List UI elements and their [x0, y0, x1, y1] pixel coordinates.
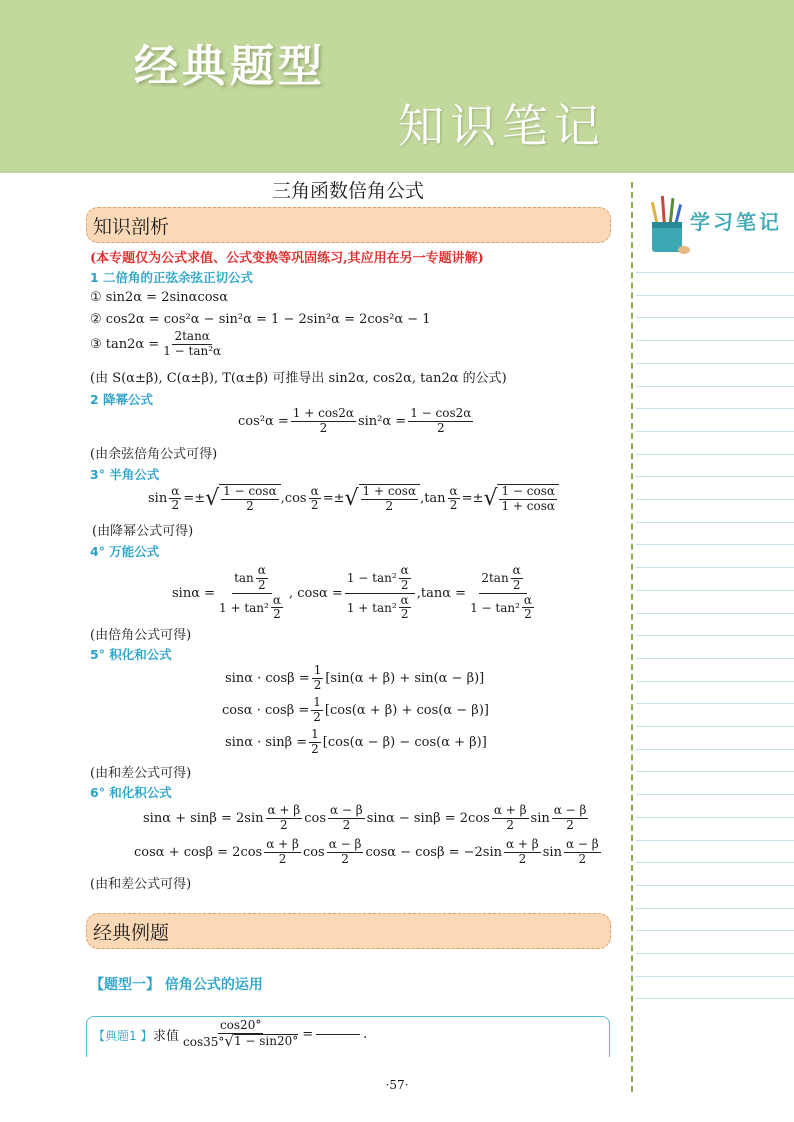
heading-sum-to-product: 6° 和化积公式	[90, 785, 172, 800]
note-line	[636, 771, 794, 772]
term: cos	[302, 844, 325, 860]
section-band-knowledge	[86, 207, 611, 243]
type-title: 【题型一】 倍角公式的运用	[90, 977, 263, 993]
denominator: 2	[342, 817, 351, 832]
fraction	[399, 564, 411, 593]
period: .	[363, 1026, 368, 1042]
sin-label: sin	[148, 491, 168, 507]
denominator: 2	[273, 607, 281, 622]
page-title: 三角函数倍角公式	[271, 180, 424, 202]
note-line	[636, 476, 794, 477]
fraction	[345, 564, 415, 622]
sqrt	[483, 484, 559, 514]
denominator: 2	[313, 709, 321, 724]
note-line	[636, 408, 794, 409]
note-line	[636, 272, 794, 273]
numerator	[345, 564, 415, 594]
pm-sign: =±	[322, 491, 345, 507]
heading-half-angle: 3° 半角公式	[90, 467, 160, 482]
denominator	[217, 594, 287, 623]
cos2-label: cos²α =	[238, 413, 289, 429]
numerator: α + β	[506, 837, 539, 851]
header-banner	[0, 0, 794, 173]
heading-universal: 4° 万能公式	[90, 544, 160, 559]
fraction	[264, 838, 301, 867]
sum-note: (由和差公式可得)	[90, 877, 192, 892]
one-plus-tan2: 1 + tan²	[219, 600, 269, 615]
half-angle-note: (由降幂公式可得)	[92, 524, 194, 539]
formula-sum-2	[134, 838, 603, 867]
fraction	[361, 485, 419, 514]
denominator: 2	[311, 741, 319, 756]
radical-sign-icon: √	[483, 485, 498, 511]
note-line	[636, 930, 794, 931]
banner-title-classic: 经典题型	[134, 41, 326, 92]
fraction	[266, 804, 303, 833]
one-plus-tan2: 1 + tan²	[346, 600, 397, 615]
sin-label: sinα =	[172, 585, 216, 601]
denominator: 2	[400, 577, 409, 592]
fraction	[309, 485, 321, 514]
numerator: α	[310, 483, 319, 498]
term: cosα − cosβ = −2sin	[365, 844, 503, 860]
note-line	[636, 499, 794, 500]
rhs: [sin(α + β) + sin(α − β)]	[325, 670, 485, 686]
numerator: cos20°	[219, 1018, 262, 1032]
sin2-label: sin²α =	[357, 413, 407, 429]
example-tag: 【典题1 】	[93, 1029, 153, 1043]
denominator	[345, 594, 415, 623]
fraction	[256, 564, 268, 593]
note-line	[636, 635, 794, 636]
universal-note: (由倍角公式可得)	[90, 628, 192, 643]
section-title-examples: 经典例题	[93, 922, 170, 944]
cos-label: , cosα =	[288, 585, 343, 601]
one-minus-tan2: 1 − tan²	[470, 600, 520, 615]
numerator: α	[171, 483, 180, 498]
denominator: 2	[449, 498, 458, 513]
pm-sign: =±	[461, 491, 484, 507]
denominator: 1 − tan²α	[163, 343, 222, 358]
formula-cos2a: ② cos2α = cos²α − sin²α = 1 − 2sin²α = 2cos²α − 1	[90, 312, 431, 327]
example-box	[86, 1016, 610, 1057]
numerator: α	[512, 563, 521, 577]
numerator: 1 + cosα	[362, 484, 417, 498]
numerator: 1	[313, 663, 322, 677]
heading-power-reduction: 2 降幂公式	[90, 392, 154, 407]
denominator: 2	[280, 817, 288, 832]
denominator: 2	[578, 851, 587, 866]
sqrt	[205, 484, 281, 514]
fraction	[327, 838, 364, 867]
pm-sign: =±	[183, 491, 206, 507]
fraction	[271, 594, 283, 623]
note-line	[636, 454, 794, 455]
denominator: 2	[506, 817, 514, 832]
note-line	[636, 522, 794, 523]
note-line	[636, 363, 794, 364]
note-line	[636, 794, 794, 795]
note-line	[636, 681, 794, 682]
numerator: 1	[313, 695, 321, 709]
cos-label: ,cos	[280, 491, 307, 507]
numerator: 1 − cos2α	[410, 406, 472, 420]
one-minus-tan2: 1 − tan²	[346, 570, 397, 585]
note-line	[636, 862, 794, 863]
denominator: 2	[258, 577, 266, 592]
notes-title: 学习笔记	[690, 210, 782, 234]
denominator: 2	[436, 420, 445, 435]
numerator: α + β	[493, 803, 527, 817]
note-line	[636, 726, 794, 727]
power-note: (由余弦倍角公式可得)	[90, 447, 218, 462]
fraction	[311, 696, 323, 725]
rhs: [cos(α + β) + cos(α − β)]	[324, 702, 489, 718]
denominator: 2	[278, 851, 287, 866]
numerator: 1 − cosα	[501, 484, 556, 498]
formula-sum-1	[143, 804, 590, 833]
denominator: 2	[385, 498, 394, 513]
note-line	[636, 840, 794, 841]
note-line	[636, 295, 794, 296]
formula-sin2a: ① sin2α = 2sinαcosα	[90, 290, 229, 305]
note-line	[636, 340, 794, 341]
fraction	[312, 664, 324, 693]
fraction	[221, 485, 279, 514]
tan-label: ,tan	[420, 491, 446, 507]
numerator: α	[449, 483, 458, 498]
tan-label: ,tanα =	[416, 585, 467, 601]
fraction	[499, 485, 557, 514]
lhs: cosα · cosβ =	[222, 702, 310, 718]
numerator: α − β	[330, 803, 363, 817]
numerator	[479, 564, 526, 594]
term: sin	[530, 810, 550, 826]
numerator: α + β	[266, 837, 299, 851]
radical-sign-icon: √	[224, 1031, 234, 1050]
lhs: sinα · sinβ =	[225, 734, 308, 750]
banner-title-notes: 知识笔记	[398, 99, 606, 153]
lhs: sinα · cosβ =	[225, 670, 310, 686]
note-line	[636, 613, 794, 614]
two-tan: 2tan	[481, 570, 509, 585]
product-note: (由和差公式可得)	[90, 766, 192, 781]
example-formula	[153, 1019, 367, 1050]
note-line	[636, 817, 794, 818]
note-line	[636, 953, 794, 954]
sqrt	[224, 1031, 299, 1050]
denominator: 2	[524, 607, 532, 622]
term: sinα − sinβ = 2cos	[366, 810, 490, 826]
numerator: α	[400, 563, 409, 577]
rhs: [cos(α − β) − cos(α + β)]	[322, 734, 487, 750]
note-line	[636, 703, 794, 704]
denominator: 2	[512, 577, 521, 592]
denominator: 2	[566, 817, 574, 832]
numerator: α	[400, 592, 409, 607]
note-red: (本专题仅为公式求值、公式变换等巩固练习,其应用在另一专题讲解)	[90, 251, 484, 266]
note-line	[636, 317, 794, 318]
page-number: ·57·	[385, 1078, 409, 1092]
fraction	[408, 407, 473, 436]
fraction	[161, 330, 223, 359]
denominator: 2	[341, 851, 349, 866]
notes-header	[648, 192, 794, 256]
fraction	[309, 728, 321, 757]
section-band-examples	[86, 913, 611, 949]
term: sin	[542, 844, 562, 860]
fraction	[217, 564, 287, 622]
fraction	[328, 804, 365, 833]
numerator: α − β	[565, 837, 599, 851]
denominator: 2	[310, 498, 319, 513]
section-title-knowledge: 知识剖析	[93, 216, 170, 238]
fraction	[504, 838, 541, 867]
den-cos35: cos35°	[183, 1034, 225, 1049]
equals-sign: =	[302, 1026, 314, 1042]
answer-blank[interactable]	[316, 1034, 360, 1035]
note-line	[636, 590, 794, 591]
radicand: 1 − sin20°	[233, 1033, 299, 1048]
numerator: 1 + cos2α	[292, 406, 354, 420]
heading-product-to-sum: 5° 积化和公式	[90, 647, 172, 662]
note-line	[636, 567, 794, 568]
formula-product-2	[222, 696, 489, 725]
denominator: 2	[246, 498, 254, 513]
formula-tan2a	[90, 330, 225, 359]
note-line	[636, 908, 794, 909]
sidebar-divider	[631, 182, 633, 1092]
numerator: 1	[311, 727, 319, 741]
note-line	[636, 885, 794, 886]
denominator: 1 + cosα	[501, 498, 556, 513]
denominator: 2	[400, 607, 409, 622]
numerator: α − β	[553, 803, 587, 817]
denominator: 2	[171, 498, 180, 513]
radical-sign-icon: √	[344, 485, 359, 511]
fraction	[552, 804, 589, 833]
denominator	[181, 1031, 300, 1050]
formula-half-angle	[148, 484, 559, 514]
formula-universal	[172, 564, 540, 622]
note-line	[636, 386, 794, 387]
fraction	[169, 485, 181, 514]
fraction	[511, 564, 523, 593]
note-line	[636, 431, 794, 432]
fraction	[448, 485, 460, 514]
note-line	[636, 544, 794, 545]
term: cosα + cosβ = 2cos	[134, 844, 263, 860]
tan-text: tan	[234, 570, 254, 585]
fraction	[291, 407, 356, 436]
term: cos	[304, 810, 327, 826]
note-line	[636, 976, 794, 977]
formula-product-3	[225, 728, 487, 757]
numerator: α	[257, 563, 266, 577]
denominator: 2	[319, 420, 328, 435]
denominator: 2	[313, 677, 322, 692]
formula-product-1	[225, 664, 484, 693]
heading-double-angle: 1 二倍角的正弦余弦正切公式	[90, 270, 254, 285]
numerator	[232, 564, 272, 594]
numerator: 1 − cosα	[223, 484, 277, 498]
fraction	[468, 564, 538, 622]
pencil-cup-icon	[648, 192, 690, 256]
fraction	[522, 594, 534, 623]
radical-sign-icon: √	[205, 485, 220, 511]
fraction	[492, 804, 529, 833]
note-line	[636, 658, 794, 659]
example-lead: 求值	[153, 1028, 180, 1044]
fraction	[564, 838, 601, 867]
note-line	[636, 998, 794, 999]
numerator: α − β	[328, 837, 362, 851]
sqrt	[345, 484, 421, 514]
formula-power-reduction	[238, 407, 475, 436]
numerator: 2tanα	[174, 329, 210, 343]
formula-tan2a-lead: ③ tan2α =	[90, 336, 160, 352]
note-line	[636, 749, 794, 750]
numerator: α	[272, 592, 281, 607]
numerator: α + β	[267, 803, 301, 817]
numerator: α	[523, 592, 533, 607]
derive-note: (由 S(α±β), C(α±β), T(α±β) 可推导出 sin2α, cos2α, tan2α 的公式)	[90, 371, 507, 386]
fraction	[399, 594, 411, 623]
denominator	[468, 594, 538, 623]
fraction	[181, 1019, 300, 1050]
denominator: 2	[518, 851, 527, 866]
term: sinα + sinβ = 2sin	[143, 810, 264, 826]
